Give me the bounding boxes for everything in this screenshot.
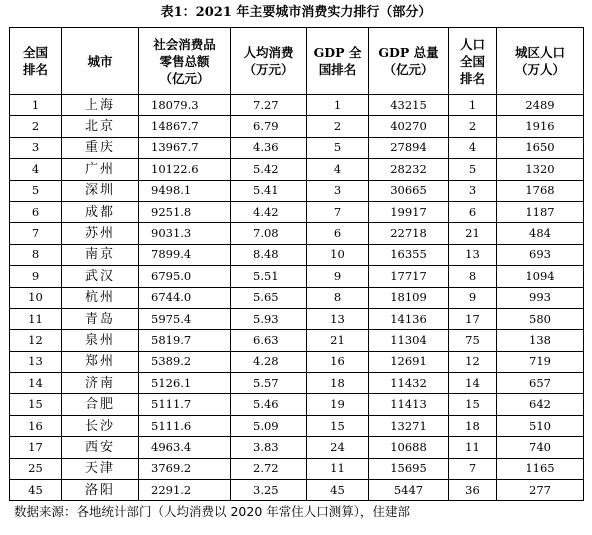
cell-gdp-rank: 13 — [307, 308, 369, 329]
cell-national-rank: 45 — [10, 480, 62, 501]
cell-gdp-rank: 1 — [307, 95, 369, 116]
cell-gdp-total: 13271 — [369, 415, 449, 436]
cell-urban-population: 719 — [497, 351, 584, 372]
cell-urban-population: 138 — [497, 330, 584, 351]
cell-population-rank: 36 — [449, 480, 497, 501]
cell-population-rank: 14 — [449, 373, 497, 394]
cell-gdp-total: 11432 — [369, 373, 449, 394]
table-row — [10, 266, 584, 287]
table-row — [10, 351, 584, 372]
cell-urban-population: 1916 — [497, 116, 584, 137]
cell-per-capita: 6.79 — [231, 116, 307, 137]
table-row — [10, 180, 584, 201]
cell-population-rank: 21 — [449, 223, 497, 244]
cell-city: 天津 — [62, 458, 139, 479]
cell-gdp-total: 16355 — [369, 244, 449, 265]
cell-gdp-rank: 3 — [307, 180, 369, 201]
table-row — [10, 308, 584, 329]
cell-city: 青岛 — [62, 308, 139, 329]
cell-per-capita: 5.41 — [231, 180, 307, 201]
cell-city: 长沙 — [62, 415, 139, 436]
cell-population-rank: 15 — [449, 394, 497, 415]
cell-national-rank: 2 — [10, 116, 62, 137]
table-row — [10, 159, 584, 180]
table-row — [10, 437, 584, 458]
cell-city: 苏州 — [62, 223, 139, 244]
cell-gdp-total: 5447 — [369, 480, 449, 501]
cell-per-capita: 5.65 — [231, 287, 307, 308]
cell-retail-sales: 14867.7 — [139, 116, 231, 137]
cell-per-capita: 3.25 — [231, 480, 307, 501]
cell-urban-population: 484 — [497, 223, 584, 244]
cell-population-rank: 11 — [449, 437, 497, 458]
cell-population-rank: 9 — [449, 287, 497, 308]
cell-per-capita: 5.93 — [231, 308, 307, 329]
cell-gdp-rank: 19 — [307, 394, 369, 415]
cell-retail-sales: 5111.6 — [139, 415, 231, 436]
cell-urban-population: 2489 — [497, 95, 584, 116]
cell-gdp-rank: 7 — [307, 201, 369, 222]
cell-retail-sales: 10122.6 — [139, 159, 231, 180]
cell-population-rank: 4 — [449, 137, 497, 158]
cell-per-capita: 5.09 — [231, 415, 307, 436]
table-row — [10, 330, 584, 351]
cell-retail-sales: 9498.1 — [139, 180, 231, 201]
cell-national-rank: 11 — [10, 308, 62, 329]
cell-retail-sales: 9031.3 — [139, 223, 231, 244]
cell-national-rank: 17 — [10, 437, 62, 458]
table-body — [10, 95, 584, 501]
cell-gdp-rank: 6 — [307, 223, 369, 244]
cell-city: 上海 — [62, 95, 139, 116]
cell-gdp-rank: 15 — [307, 415, 369, 436]
cell-population-rank: 12 — [449, 351, 497, 372]
cell-national-rank: 9 — [10, 266, 62, 287]
consumption-ranking-table — [9, 27, 584, 501]
cell-gdp-rank: 4 — [307, 159, 369, 180]
header-urban-population: 城区人口 （万人） — [497, 28, 584, 95]
cell-population-rank: 6 — [449, 201, 497, 222]
cell-gdp-rank: 10 — [307, 244, 369, 265]
cell-gdp-rank: 11 — [307, 458, 369, 479]
cell-gdp-rank: 16 — [307, 351, 369, 372]
cell-national-rank: 12 — [10, 330, 62, 351]
cell-gdp-total: 19917 — [369, 201, 449, 222]
cell-population-rank: 2 — [449, 116, 497, 137]
cell-per-capita: 4.28 — [231, 351, 307, 372]
cell-population-rank: 7 — [449, 458, 497, 479]
cell-city: 济南 — [62, 373, 139, 394]
table-row — [10, 458, 584, 479]
cell-population-rank: 17 — [449, 308, 497, 329]
cell-urban-population: 1094 — [497, 266, 584, 287]
header-gdp-total: GDP 总量 （亿元） — [369, 28, 449, 95]
cell-retail-sales: 18079.3 — [139, 95, 231, 116]
cell-city: 重庆 — [62, 137, 139, 158]
cell-urban-population: 1187 — [497, 201, 584, 222]
cell-retail-sales: 5389.2 — [139, 351, 231, 372]
cell-per-capita: 4.36 — [231, 137, 307, 158]
cell-per-capita: 5.57 — [231, 373, 307, 394]
cell-retail-sales: 3769.2 — [139, 458, 231, 479]
cell-national-rank: 5 — [10, 180, 62, 201]
cell-national-rank: 7 — [10, 223, 62, 244]
cell-gdp-rank: 45 — [307, 480, 369, 501]
cell-gdp-total: 17717 — [369, 266, 449, 287]
table-row — [10, 201, 584, 222]
table-row — [10, 373, 584, 394]
cell-city: 洛阳 — [62, 480, 139, 501]
header-per-capita-consumption: 人均消费 （万元） — [231, 28, 307, 95]
cell-gdp-rank: 5 — [307, 137, 369, 158]
cell-city: 郑州 — [62, 351, 139, 372]
cell-city: 成都 — [62, 201, 139, 222]
cell-city: 西安 — [62, 437, 139, 458]
cell-urban-population: 277 — [497, 480, 584, 501]
cell-retail-sales: 4963.4 — [139, 437, 231, 458]
cell-national-rank: 15 — [10, 394, 62, 415]
cell-urban-population: 580 — [497, 308, 584, 329]
cell-urban-population: 642 — [497, 394, 584, 415]
cell-per-capita: 7.08 — [231, 223, 307, 244]
cell-city: 泉州 — [62, 330, 139, 351]
cell-population-rank: 8 — [449, 266, 497, 287]
table-row — [10, 137, 584, 158]
cell-urban-population: 510 — [497, 415, 584, 436]
cell-gdp-total: 15695 — [369, 458, 449, 479]
cell-population-rank: 5 — [449, 159, 497, 180]
cell-gdp-total: 10688 — [369, 437, 449, 458]
cell-per-capita: 8.48 — [231, 244, 307, 265]
table-title: 表1：2021 年主要城市消费实力排行（部分） — [160, 5, 432, 20]
cell-national-rank: 10 — [10, 287, 62, 308]
cell-city: 武汉 — [62, 266, 139, 287]
data-source-note: 数据来源：各地统计部门（人均消费以 2020 年常住人口测算），住建部 — [14, 504, 411, 519]
cell-gdp-total: 11413 — [369, 394, 449, 415]
cell-gdp-rank: 21 — [307, 330, 369, 351]
cell-retail-sales: 6744.0 — [139, 287, 231, 308]
header-gdp-rank: GDP 全 国排名 — [307, 28, 369, 95]
cell-urban-population: 1165 — [497, 458, 584, 479]
cell-urban-population: 693 — [497, 244, 584, 265]
table-row — [10, 287, 584, 308]
cell-national-rank: 4 — [10, 159, 62, 180]
table-row — [10, 415, 584, 436]
table-row — [10, 480, 584, 501]
cell-national-rank: 16 — [10, 415, 62, 436]
table-row — [10, 116, 584, 137]
cell-urban-population: 1768 — [497, 180, 584, 201]
cell-gdp-rank: 24 — [307, 437, 369, 458]
cell-gdp-total: 43215 — [369, 95, 449, 116]
cell-national-rank: 3 — [10, 137, 62, 158]
cell-retail-sales: 5111.7 — [139, 394, 231, 415]
cell-national-rank: 1 — [10, 95, 62, 116]
cell-per-capita: 3.83 — [231, 437, 307, 458]
cell-urban-population: 1320 — [497, 159, 584, 180]
cell-retail-sales: 9251.8 — [139, 201, 231, 222]
cell-gdp-rank: 9 — [307, 266, 369, 287]
cell-city: 北京 — [62, 116, 139, 137]
cell-city: 南京 — [62, 244, 139, 265]
cell-retail-sales: 6795.0 — [139, 266, 231, 287]
cell-per-capita: 7.27 — [231, 95, 307, 116]
cell-population-rank: 18 — [449, 415, 497, 436]
cell-gdp-total: 27894 — [369, 137, 449, 158]
cell-urban-population: 740 — [497, 437, 584, 458]
header-national-rank: 全国 排名 — [10, 28, 62, 95]
cell-gdp-total: 40270 — [369, 116, 449, 137]
header-city: 城市 — [62, 28, 139, 95]
cell-per-capita: 2.72 — [231, 458, 307, 479]
cell-retail-sales: 13967.7 — [139, 137, 231, 158]
table-row — [10, 223, 584, 244]
cell-gdp-rank: 18 — [307, 373, 369, 394]
table-row — [10, 244, 584, 265]
cell-per-capita: 5.51 — [231, 266, 307, 287]
cell-population-rank: 75 — [449, 330, 497, 351]
cell-population-rank: 13 — [449, 244, 497, 265]
cell-gdp-rank: 8 — [307, 287, 369, 308]
cell-gdp-total: 22718 — [369, 223, 449, 244]
cell-urban-population: 993 — [497, 287, 584, 308]
cell-gdp-total: 11304 — [369, 330, 449, 351]
cell-per-capita: 5.42 — [231, 159, 307, 180]
cell-city: 深圳 — [62, 180, 139, 201]
table-row — [10, 95, 584, 116]
cell-urban-population: 657 — [497, 373, 584, 394]
cell-national-rank: 13 — [10, 351, 62, 372]
header-retail-sales: 社会消费品 零售总额 （亿元） — [139, 28, 231, 95]
cell-per-capita: 6.63 — [231, 330, 307, 351]
cell-population-rank: 1 — [449, 95, 497, 116]
cell-city: 合肥 — [62, 394, 139, 415]
cell-population-rank: 3 — [449, 180, 497, 201]
cell-national-rank: 6 — [10, 201, 62, 222]
cell-national-rank: 8 — [10, 244, 62, 265]
cell-retail-sales: 5126.1 — [139, 373, 231, 394]
cell-gdp-total: 12691 — [369, 351, 449, 372]
cell-gdp-total: 18109 — [369, 287, 449, 308]
cell-city: 杭州 — [62, 287, 139, 308]
cell-per-capita: 4.42 — [231, 201, 307, 222]
cell-retail-sales: 7899.4 — [139, 244, 231, 265]
cell-gdp-total: 14136 — [369, 308, 449, 329]
cell-per-capita: 5.46 — [231, 394, 307, 415]
cell-retail-sales: 5819.7 — [139, 330, 231, 351]
cell-city: 广州 — [62, 159, 139, 180]
cell-urban-population: 1650 — [497, 137, 584, 158]
cell-retail-sales: 2291.2 — [139, 480, 231, 501]
cell-national-rank: 25 — [10, 458, 62, 479]
table-row — [10, 394, 584, 415]
cell-gdp-total: 28232 — [369, 159, 449, 180]
cell-gdp-total: 30665 — [369, 180, 449, 201]
cell-retail-sales: 5975.4 — [139, 308, 231, 329]
cell-national-rank: 14 — [10, 373, 62, 394]
header-population-rank: 人口 全国 排名 — [449, 28, 497, 95]
cell-gdp-rank: 2 — [307, 116, 369, 137]
header-row — [10, 28, 584, 95]
